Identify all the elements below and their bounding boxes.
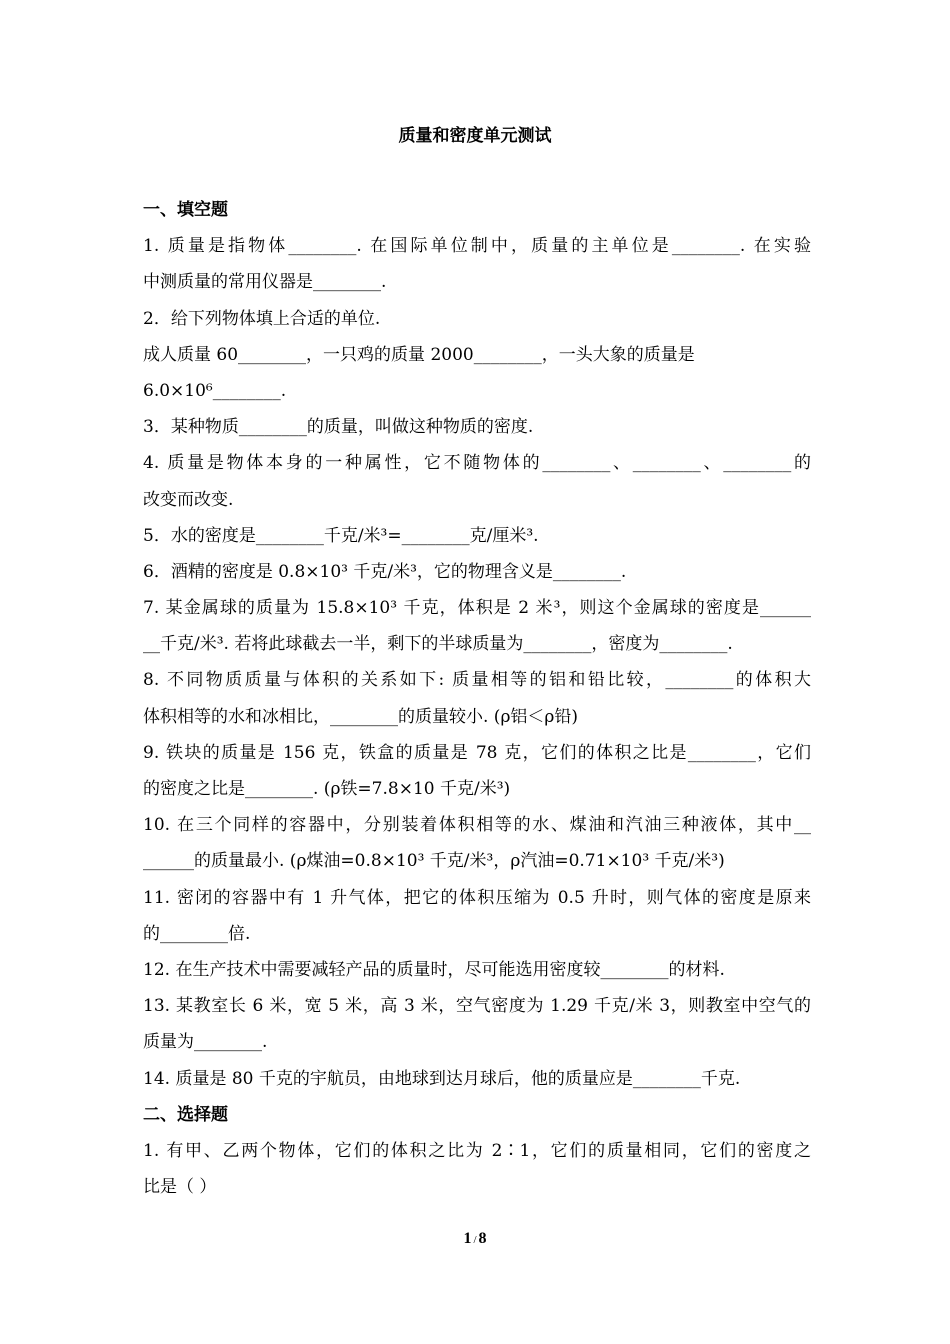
text-line: 4. 质量是物体本身的一种属性，它不随物体的________、________、________的 — [143, 453, 811, 474]
text-line: 的________倍. — [143, 923, 251, 944]
total-pages: 8 — [478, 1230, 487, 1247]
text-line: 成人质量 60________，一只鸡的质量 2000________，一头大象的质量是 — [143, 344, 695, 365]
text-line: 6．酒精的密度是 0.8×10³ 千克/米³，它的物理含义是________. — [143, 561, 627, 582]
page-separator: / — [473, 1234, 477, 1246]
text-line: 1. 质量是指物体________. 在国际单位制中，质量的主单位是________. 在实验 — [143, 236, 811, 257]
text-line: 14. 质量是 80 千克的宇航员，由地球到达月球后，他的质量应是________千克. — [143, 1068, 741, 1089]
section-heading-fill-blank: 一、填空题 — [143, 200, 228, 220]
text-line: 12. 在生产技术中需要减轻产品的质量时，尽可能选用密度较________的材料. — [143, 959, 725, 980]
page-number — [0, 1229, 950, 1250]
text-line: 6.0×10⁶________. — [143, 380, 287, 401]
text-line: 1. 有甲、乙两个物体，它们的体积之比为 2∶1，它们的质量相同，它们的密度之 — [143, 1140, 811, 1161]
text-line: 质量为________. — [143, 1032, 268, 1053]
text-line: 11. 密闭的容器中有 1 升气体，把它的体积压缩为 0.5 升时，则气体的密度是原来 — [143, 887, 811, 908]
text-line: 比是（ ） — [143, 1177, 217, 1198]
text-line: 5．水的密度是________千克/米³=________克/厘米³. — [143, 525, 539, 546]
page-title: 质量和密度单元测试 — [398, 126, 552, 146]
text-line: 的密度之比是________. (ρ铁=7.8×10 千克/米³) — [143, 779, 511, 799]
section-heading-multiple-choice: 二、选择题 — [143, 1104, 228, 1125]
text-line: 13. 某教室长 6 米，宽 5 米，高 3 米，空气密度为 1.29 千克/米 3，则教室中空气的 — [143, 996, 811, 1017]
text-line: 体积相等的水和冰相比，________的质量较小. (ρ铝＜ρ铅) — [143, 706, 579, 727]
text-line: 改变而改变. — [143, 489, 234, 510]
text-line: 2．给下列物体填上合适的单位. — [143, 308, 381, 329]
text-line: 9. 铁块的质量是 156 克，铁盒的质量是 78 克，它们的体积之比是________，它们 — [143, 742, 811, 763]
current-page: 1 — [463, 1230, 472, 1247]
text-line: 中测质量的常用仪器是________. — [143, 272, 387, 293]
text-line: 7. 某金属球的质量为 15.8×10³ 千克，体积是 2 米³，则这个金属球的密度是______ — [143, 598, 811, 619]
text-line: __千克/米³. 若将此球截去一半，剩下的半球质量为________，密度为________. — [143, 634, 733, 655]
text-line: ______的质量最小. (ρ煤油=0.8×10³ 千克/米³，ρ汽油=0.71×10³ 千克/米³) — [143, 851, 725, 872]
text-line: 3．某种物质________的质量，叫做这种物质的密度. — [143, 417, 534, 438]
text-line: 8. 不同物质质量与体积的关系如下: 质量相等的铝和铅比较，________的体积大 — [143, 670, 811, 691]
text-line: 10. 在三个同样的容器中，分别装着体积相等的水、煤油和汽油三种液体，其中__ — [143, 815, 811, 836]
document-body — [143, 192, 811, 1205]
